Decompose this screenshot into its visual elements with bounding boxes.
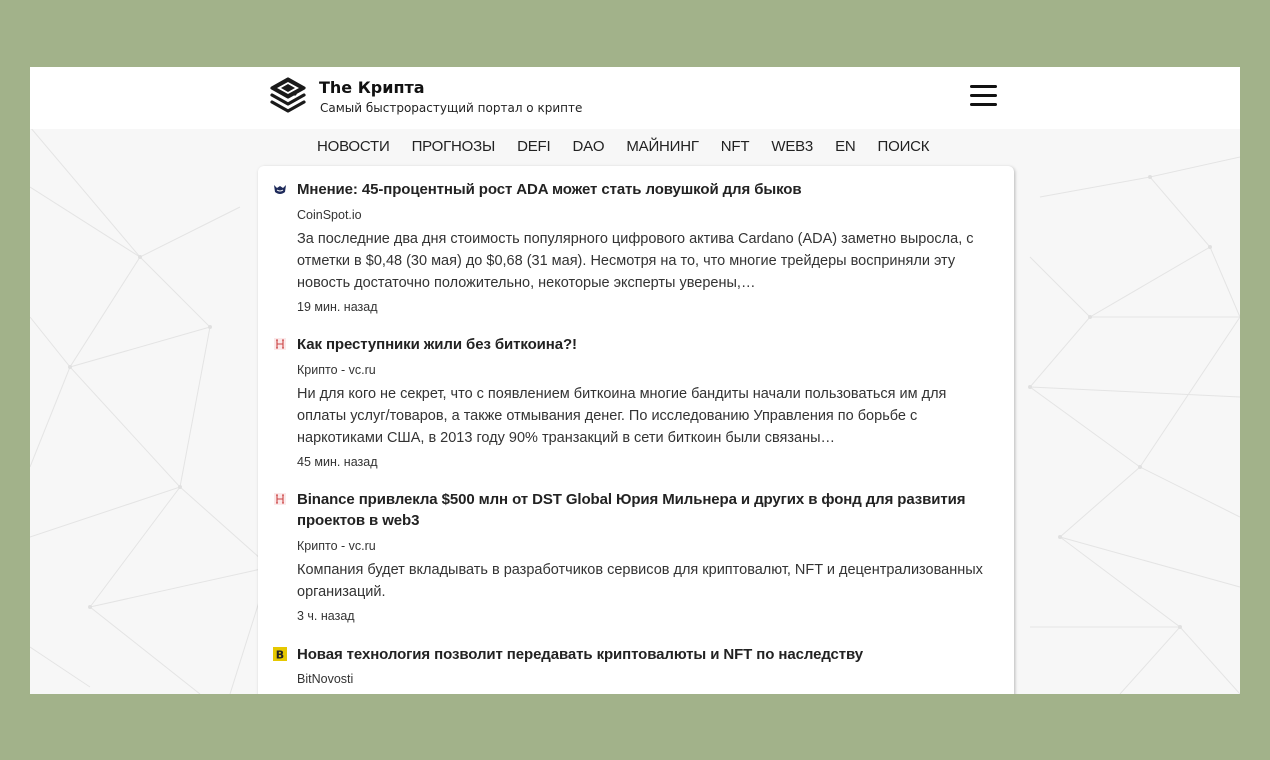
nav-item-web3[interactable]: WEB3: [771, 138, 814, 155]
news-title[interactable]: Новая технология позволит передавать криптовалюты и NFT по наследству: [297, 646, 864, 663]
news-snippet: Компания будет вкладывать в разработчиков сервисов для криптовалют, NFT и децентрализованных организаций.: [297, 562, 983, 600]
nav-item-en[interactable]: EN: [835, 138, 856, 155]
nav-item-forecasts[interactable]: ПРОГНОЗЫ: [411, 138, 496, 155]
news-source[interactable]: Крипто - vc.ru: [297, 363, 376, 377]
browser-viewport: [30, 67, 1240, 694]
bitnovosti-icon: [273, 647, 287, 661]
main-nav: [306, 138, 940, 155]
nav-item-defi[interactable]: DEFI: [517, 138, 551, 155]
news-time: 19 мин. назад: [297, 300, 378, 314]
nav-item-mining[interactable]: МАЙНИНГ: [626, 138, 699, 155]
news-title[interactable]: Binance привлекла $500 млн от DST Global Юрия Мильнера и других в фонд для развития проектов в web3: [297, 491, 966, 529]
vc-ru-icon: [273, 337, 287, 351]
news-time: 45 мин. назад: [297, 455, 378, 469]
site-title[interactable]: The Крипта: [319, 78, 425, 97]
news-time: 3 ч. назад: [297, 609, 355, 623]
news-source[interactable]: Крипто - vc.ru: [297, 539, 376, 553]
news-source[interactable]: CoinSpot.io: [297, 208, 362, 222]
news-snippet: Ни для кого не секрет, что с появлением биткоина многие бандиты начали пользоваться им для оплаты услуг/товаров, а также отмывания денег. По исследованию Управления по борьбе с наркотиками США, в 2013 году 90% транзакций в сети биткоин были связаны…: [297, 386, 947, 446]
the-kripta-logo-icon[interactable]: [269, 75, 307, 115]
news-feed: [258, 166, 1014, 694]
nav-item-dao[interactable]: DAO: [572, 138, 605, 155]
news-title[interactable]: Мнение: 45-процентный рост ADA может стать ловушкой для быков: [297, 181, 802, 198]
svg-text:B: B: [275, 648, 285, 661]
news-source[interactable]: BitNovosti: [297, 672, 354, 686]
hamburger-menu-icon[interactable]: [968, 83, 1000, 109]
nav-item-news[interactable]: НОВОСТИ: [317, 138, 390, 155]
nav-item-nft[interactable]: NFT: [720, 138, 750, 155]
news-snippet: За последние два дня стоимость популярного цифрового актива Cardano (ADA) заметно выросла, с отметки в $0,48 (30 мая) до $0,68 (31 мая). Несмотря на то, что многие трейдеры восприняли эту новость достаточно положительно, некоторые эксперты уверены,…: [297, 231, 974, 291]
nav-item-search[interactable]: ПОИСК: [877, 138, 930, 155]
news-title[interactable]: Как преступники жили без биткоина?!: [297, 336, 577, 353]
site-header: [30, 67, 1240, 129]
vc-ru-icon: [273, 492, 287, 506]
site-tagline: Самый быстрорастущий портал о крипте: [320, 101, 583, 115]
coinspot-icon: [273, 182, 287, 196]
